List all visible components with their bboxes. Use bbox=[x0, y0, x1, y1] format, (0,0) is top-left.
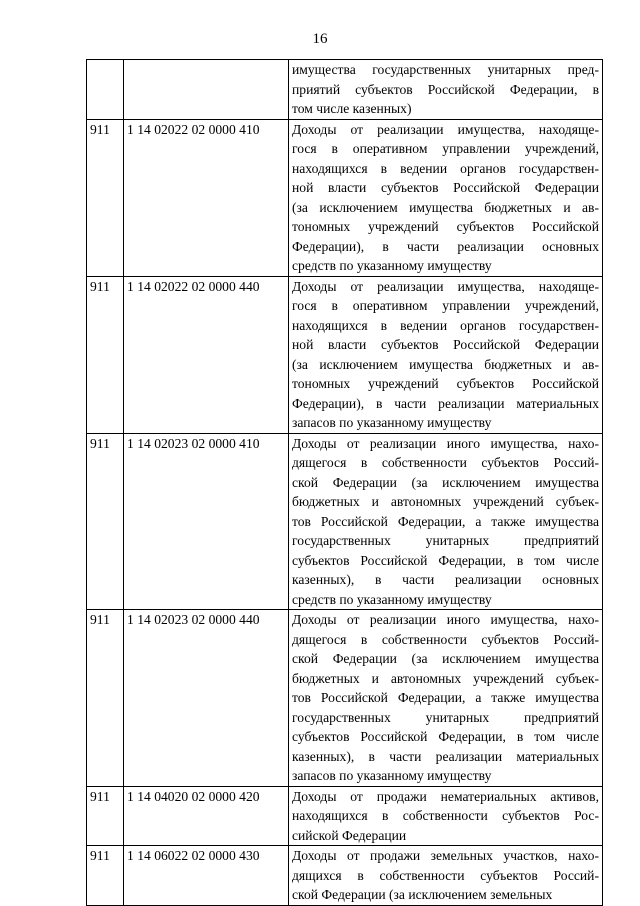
description-line: имущества государственных унитарных пред- bbox=[292, 62, 599, 77]
description-line: казенных), в части реализации основных bbox=[292, 572, 599, 587]
description-line: тов Российской Федерации, а также имущества bbox=[292, 690, 599, 705]
description-line: сийской Федерации bbox=[292, 827, 407, 843]
table-row bbox=[87, 786, 603, 846]
description-line: Федерации), в части реализации материальных bbox=[292, 395, 599, 411]
description-line: тономных учреждений субъектов Российской bbox=[292, 219, 599, 234]
revenue-codes-table bbox=[86, 59, 603, 906]
page-number: 16 bbox=[312, 31, 328, 47]
admin-code-cell: 911 bbox=[87, 433, 124, 610]
table-row bbox=[87, 610, 603, 787]
description-line: гося в оперативном управлении учреждений, bbox=[292, 141, 599, 156]
revenue-description-cell bbox=[289, 433, 603, 610]
description-line: (за исключением имущества бюджетных и ав- bbox=[292, 356, 599, 372]
revenue-description-cell bbox=[289, 610, 603, 787]
description-line: ной власти субъектов Российской Федерации bbox=[292, 180, 599, 195]
description-line: запасов по указанному имуществу bbox=[292, 768, 492, 783]
description-line: Доходы от продажи земельных участков, нахо- bbox=[292, 848, 599, 863]
budget-classification-code-cell: 1 14 02023 02 0000 440 bbox=[124, 610, 289, 787]
description-line: дящихся в собственности субъектов Россий- bbox=[292, 867, 599, 883]
table-row bbox=[87, 60, 603, 120]
description-line: находящихся в ведении органов государствен- bbox=[292, 160, 599, 176]
description-line: ской Федерации (за исключением земельных bbox=[292, 887, 553, 902]
description-line: казенных), в части реализации материальных bbox=[292, 748, 599, 764]
description-line: ской Федерации (за исключением имущества bbox=[292, 651, 599, 666]
description-line: тономных учреждений субъектов Российской bbox=[292, 376, 599, 391]
description-line: Доходы от реализации иного имущества, нахо- bbox=[292, 612, 599, 627]
table-row bbox=[87, 119, 603, 276]
admin-code-cell: 911 bbox=[87, 786, 124, 846]
budget-classification-code-cell: 1 14 06022 02 0000 430 bbox=[124, 846, 289, 906]
description-line: субъектов Российской Федерации, в том числе bbox=[292, 552, 599, 568]
description-line: Федерации), в части реализации основных bbox=[292, 238, 599, 254]
budget-classification-code-cell: 1 14 02022 02 0000 410 bbox=[124, 119, 289, 276]
description-line: дящегося в собственности субъектов Россий- bbox=[292, 455, 599, 470]
description-line: запасов по указанному имуществу bbox=[292, 415, 492, 430]
revenue-description-cell bbox=[289, 846, 603, 906]
description-line: ной власти субъектов Российской Федерации bbox=[292, 337, 599, 352]
description-line: средств по указанному имуществу bbox=[292, 591, 492, 607]
description-line: государственных унитарных предприятий bbox=[292, 709, 599, 725]
description-line: дящегося в собственности субъектов Россий- bbox=[292, 631, 599, 647]
description-line: Доходы от реализации иного имущества, нахо- bbox=[292, 435, 599, 451]
admin-code-cell: 911 bbox=[87, 610, 124, 787]
description-line: Доходы от реализации имущества, находяще- bbox=[292, 121, 599, 137]
description-line: гося в оперативном управлении учреждений, bbox=[292, 298, 599, 313]
budget-classification-code-cell: 1 14 02023 02 0000 410 bbox=[124, 433, 289, 610]
admin-code-cell: 911 bbox=[87, 846, 124, 906]
table-row bbox=[87, 276, 603, 433]
description-line: ской Федерации (за исключением имущества bbox=[292, 474, 599, 490]
admin-code-cell: 911 bbox=[87, 119, 124, 276]
description-line: (за исключением имущества бюджетных и ав- bbox=[292, 199, 599, 215]
description-line: Доходы от продажи нематериальных активов, bbox=[292, 788, 599, 804]
table-body bbox=[87, 60, 603, 906]
description-line: субъектов Российской Федерации, в том числе bbox=[292, 729, 599, 744]
description-line: бюджетных и автономных учреждений субъек- bbox=[292, 670, 599, 686]
description-line: приятий субъектов Российской Федерации, в bbox=[292, 81, 599, 97]
description-line: том числе казенных) bbox=[292, 101, 412, 116]
description-line: находящихся в собственности субъектов Рос- bbox=[292, 808, 599, 823]
description-line: государственных унитарных предприятий bbox=[292, 533, 599, 548]
description-line: тов Российской Федерации, а также имущества bbox=[292, 513, 599, 529]
description-line: Доходы от реализации имущества, находяще- bbox=[292, 278, 599, 294]
description-line: находящихся в ведении органов государствен- bbox=[292, 317, 599, 333]
revenue-description-cell bbox=[289, 276, 603, 433]
admin-code-cell: 911 bbox=[87, 276, 124, 433]
revenue-description-cell bbox=[289, 786, 603, 846]
table-row bbox=[87, 846, 603, 906]
budget-classification-code-cell: 1 14 04020 02 0000 420 bbox=[124, 786, 289, 846]
description-line: средств по указанному имуществу bbox=[292, 258, 492, 273]
table-row bbox=[87, 433, 603, 610]
revenue-description-cell bbox=[289, 119, 603, 276]
admin-code-cell bbox=[87, 60, 124, 120]
revenue-description-cell bbox=[289, 60, 603, 120]
budget-classification-code-cell: 1 14 02022 02 0000 440 bbox=[124, 276, 289, 433]
budget-classification-code-cell bbox=[124, 60, 289, 120]
description-line: бюджетных и автономных учреждений субъек- bbox=[292, 494, 599, 509]
